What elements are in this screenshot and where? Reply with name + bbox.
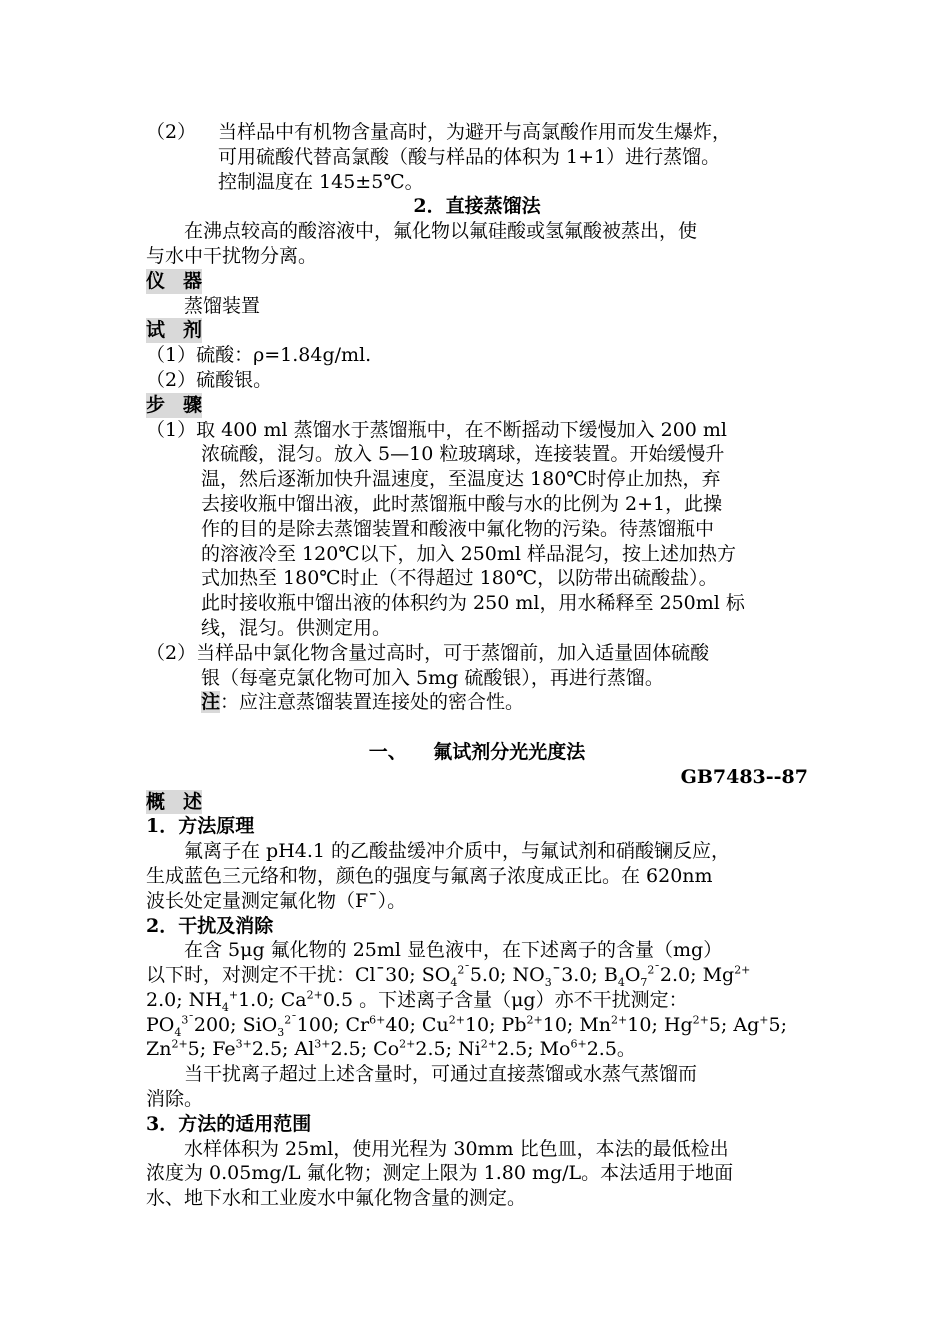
step-text: 取 400 ml 蒸馏水于蒸馏瓶中，在不断摇动下缓慢加入 200 ml <box>196 418 728 441</box>
step-item <box>146 418 808 443</box>
note <box>146 690 808 715</box>
step-text-line: 式加热至 180℃时止（不得超过 180℃，以防带出硫酸盐）。 <box>201 567 718 590</box>
ion-line: 以下时，对测定不干扰：Cl¯30; $SO_4^{2¯}5.0$; $NO_3¯3.0$; $B_4O_7^{2¯}2.0$; $Mg^{2+}$ <box>146 963 751 989</box>
item-number: （2） <box>146 121 197 143</box>
instrument-text: 蒸馏装置 <box>184 294 261 317</box>
subheading-principle: 1．方法原理 <box>146 815 255 838</box>
paragraph-line: 生成蓝色三元络和物，颜色的强度与氟离子浓度成正比。在 620nm <box>146 864 713 887</box>
reagent-item: （2）硫酸银。 <box>146 368 273 391</box>
subheading-scope: 3．方法的适用范围 <box>146 1112 312 1135</box>
step-text-line: 线，混匀。供测定用。 <box>201 616 392 639</box>
paragraph-line: 当干扰离子超过上述含量时，可通过直接蒸馏或水蒸气蒸馏而 <box>184 1063 698 1086</box>
item-text-line: 可用硫酸代替高氯酸（酸与样品的体积为 1+1）进行蒸馏。 <box>218 145 721 168</box>
step-item <box>146 641 808 666</box>
step-text-line: 浓硫酸，混匀。放入 5—10 粒玻璃球，连接装置。开始缓慢升 <box>201 443 725 466</box>
heading-reagents: 试 剂 <box>146 319 203 342</box>
step-number: （1） <box>146 418 197 441</box>
list-item <box>146 120 808 145</box>
ion-line: $PO_4^{3¯}200$; SiO$_3^{2¯}$100; $Cr^{6+}40$; $Cu^{2+}10$; $Pb^{2+}10$; $Mn^{2+}10$; $Hg^{2+}5$; Ag+5; <box>146 1013 787 1039</box>
paragraph-line: 在含 5μg 氟化物的 25ml 显色液中，在下述离子的含量（mg） <box>184 939 723 962</box>
paragraph-line: 水样体积为 25ml，使用光程为 30mm 比色皿，本法的最低检出 <box>184 1137 729 1160</box>
step-text-line: 此时接收瓶中馏出液的体积约为 250 ml，用水稀释至 250ml 标 <box>201 592 745 615</box>
note-label: 注 <box>201 691 221 714</box>
step-number: （2） <box>146 641 197 664</box>
heading-overview: 概 述 <box>146 790 203 813</box>
document-body <box>146 120 808 1211</box>
item-text-line: 控制温度在 145±5℃。 <box>218 170 424 193</box>
heading-steps: 步 骤 <box>146 393 203 416</box>
method-title: 一、 氟试剂分光光度法 <box>368 740 586 763</box>
ion-line: $Zn^{2+}5$; $Fe^{3+}2.5$; $Al^{3+}2.5$; $Co^{2+}2.5$; $Ni^{2+}2.5$; $Mo^{6+}2.5$。 <box>146 1038 636 1061</box>
paragraph-line: 消除。 <box>146 1088 204 1111</box>
step-text-line: 去接收瓶中馏出液，此时蒸馏瓶中酸与水的比例为 2+1，此操 <box>201 492 723 515</box>
note-text: ：应注意蒸馏装置连接处的密合性。 <box>220 691 525 714</box>
step-text-line: 的溶液冷至 120℃以下，加入 250ml 样品混匀，按上述加热方 <box>201 542 736 565</box>
step-text-line: 银（每毫克氯化物可加入 5mg 硫酸银），再进行蒸馏。 <box>201 666 664 689</box>
heading-instruments: 仪 器 <box>146 269 203 292</box>
subheading-interference: 2．干扰及消除 <box>146 914 274 937</box>
ion-line: 2.0; $NH_4^+1.0$; $Ca^{2+}0.5$ 。下述离子含量（μg）亦不干扰测定： <box>146 988 688 1014</box>
step-text-line: 作的目的是除去蒸馏装置和酸液中氟化物的污染。待蒸馏瓶中 <box>201 517 715 540</box>
paragraph-line: 在沸点较高的酸溶液中，氟化物以氟硅酸或氢氟酸被蒸出，使 <box>184 220 698 243</box>
paragraph-line: 水、地下水和工业废水中氟化物含量的测定。 <box>146 1187 527 1210</box>
paragraph-line: 浓度为 0.05mg/L 氟化物；测定上限为 1.80 mg/L。本法适用于地面 <box>146 1162 734 1185</box>
step-text: 当样品中氯化物含量过高时，可于蒸馏前，加入适量固体硫酸 <box>196 641 710 664</box>
section-title: 2．直接蒸馏法 <box>413 195 541 218</box>
standard-number: GB7483--87 <box>680 765 808 788</box>
paragraph-line: 波长处定量测定氟化物（F¯）。 <box>146 889 407 912</box>
step-text-line: 温，然后逐渐加快升温速度，至温度达 180℃时停止加热，弃 <box>201 468 721 491</box>
paragraph-line: 氟离子在 pH4.1 的乙酸盐缓冲介质中，与氟试剂和硝酸镧反应， <box>184 840 731 863</box>
reagent-item: （1）硫酸：ρ=1.84g/ml. <box>146 344 372 367</box>
item-text: 当样品中有机物含量高时，为避开与高氯酸作用而发生爆炸， <box>218 121 732 143</box>
paragraph-line: 与水中干扰物分离。 <box>146 244 318 267</box>
